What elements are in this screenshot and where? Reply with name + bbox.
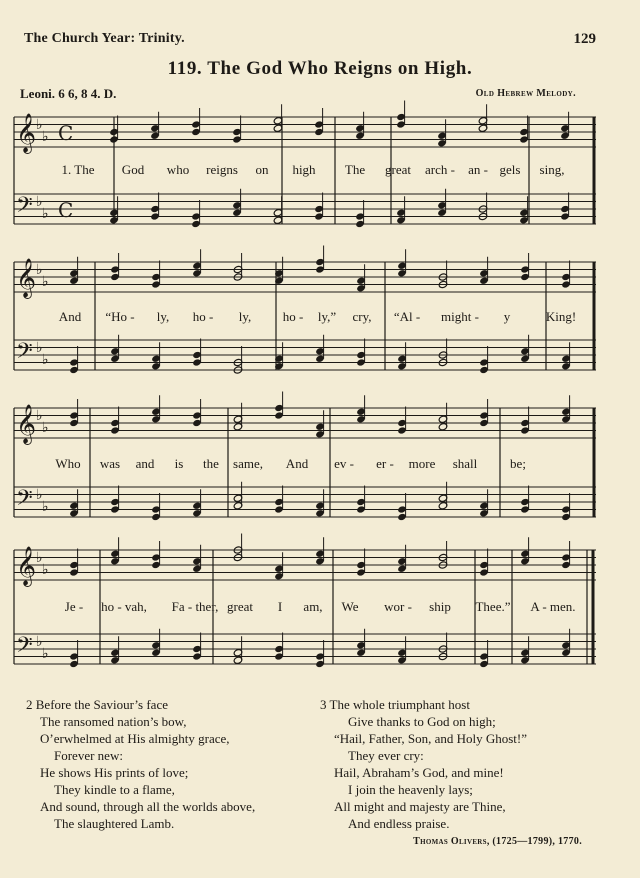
flat-icon: ♭ bbox=[42, 206, 49, 222]
lyric-syllable: great bbox=[227, 599, 253, 614]
lyric-syllable: an - bbox=[468, 162, 488, 177]
flat-icon: ♭ bbox=[42, 129, 49, 145]
lyric-syllable: reigns bbox=[206, 162, 238, 177]
page-number: 129 bbox=[573, 31, 596, 47]
lyric-syllable: ly, bbox=[238, 309, 252, 324]
flat-icon: ♭ bbox=[36, 550, 43, 566]
lyric-syllable: be; bbox=[510, 456, 526, 471]
flat-icon: ♭ bbox=[42, 499, 49, 515]
stanza-line: Give thanks to God on high; bbox=[348, 714, 496, 729]
lyrics-line-4 bbox=[0, 599, 640, 617]
lyric-syllable: Thee.” bbox=[475, 599, 511, 614]
lyric-syllable: great bbox=[385, 162, 411, 177]
stanza-line: They kindle to a flame, bbox=[54, 782, 175, 797]
stanza-3 bbox=[320, 696, 610, 832]
lyric-syllable: ho - vah, bbox=[101, 599, 147, 614]
stanza-line: O’erwhelmed at His almighty grace, bbox=[40, 731, 230, 746]
flat-icon: ♭ bbox=[36, 487, 43, 503]
stanza-line: They ever cry: bbox=[348, 748, 424, 763]
lyric-syllable: ly,” bbox=[317, 309, 337, 324]
lyric-syllable: shall bbox=[452, 456, 478, 471]
stanza-line: Forever new: bbox=[54, 748, 123, 763]
lyric-syllable: gels bbox=[499, 162, 521, 177]
lyric-syllable: y bbox=[503, 309, 511, 324]
lyric-syllable: Je - bbox=[64, 599, 84, 614]
lyric-syllable: am, bbox=[303, 599, 323, 614]
flat-icon: ♭ bbox=[36, 117, 43, 133]
lyric-syllable: on bbox=[255, 162, 269, 177]
lyric-syllable: A - men. bbox=[530, 599, 576, 614]
bass-clef-icon: 𝄢 bbox=[16, 633, 33, 663]
common-time-icon: C bbox=[58, 121, 74, 145]
flat-icon: ♭ bbox=[36, 634, 43, 650]
lyric-syllable: sing, bbox=[539, 162, 565, 177]
treble-clef-icon: 𝄞 bbox=[16, 546, 37, 586]
lyrics-line-1 bbox=[0, 162, 640, 180]
common-time-icon: C bbox=[58, 198, 74, 222]
stanza-line: All might and majesty are Thine, bbox=[334, 799, 506, 814]
stanza-number: 3 bbox=[320, 697, 327, 712]
tune-source: Old Hebrew Melody. bbox=[475, 88, 576, 99]
flat-icon: ♭ bbox=[36, 262, 43, 278]
lyric-syllable: ho - bbox=[282, 309, 304, 324]
treble-clef-icon: 𝄞 bbox=[16, 258, 37, 298]
lyric-syllable: ly, bbox=[156, 309, 170, 324]
lyric-syllable: 1. The bbox=[61, 162, 95, 177]
stanza-line: And endless praise. bbox=[348, 816, 450, 831]
lyric-syllable: the bbox=[203, 456, 219, 471]
stanza-line: 2 Before the Saviour’s face bbox=[26, 697, 168, 712]
lyric-syllable: And bbox=[285, 456, 309, 471]
stanza-line: “Hail, Father, Son, and Holy Ghost!” bbox=[334, 731, 528, 746]
flat-icon: ♭ bbox=[42, 646, 49, 662]
attribution: Thomas Olivers, (1725—1799), 1770. bbox=[413, 836, 582, 847]
lyric-syllable: high bbox=[292, 162, 316, 177]
lyric-syllable: Fa - ther, bbox=[171, 599, 219, 614]
lyric-syllable: er - bbox=[376, 456, 394, 471]
stanza-2 bbox=[26, 696, 316, 832]
stanza-line: Hail, Abraham’s God, and mine! bbox=[334, 765, 504, 780]
stanza-line: He shows His prints of love; bbox=[40, 765, 189, 780]
flat-icon: ♭ bbox=[36, 340, 43, 356]
lyric-syllable: “Ho - bbox=[105, 309, 135, 324]
bass-clef-icon: 𝄢 bbox=[16, 486, 33, 516]
flat-icon: ♭ bbox=[36, 408, 43, 424]
lyric-syllable: Who bbox=[55, 456, 81, 471]
lyric-syllable: and bbox=[135, 456, 155, 471]
lyric-syllable: was bbox=[99, 456, 121, 471]
lyric-syllable: ship bbox=[429, 599, 451, 614]
lyrics-line-3 bbox=[0, 456, 640, 474]
flat-icon: ♭ bbox=[42, 562, 49, 578]
stanza-line: And sound, through all the worlds above, bbox=[40, 799, 256, 814]
lyric-syllable: more bbox=[408, 456, 436, 471]
flat-icon: ♭ bbox=[36, 194, 43, 210]
flat-icon: ♭ bbox=[42, 352, 49, 368]
bass-clef-icon: 𝄢 bbox=[16, 193, 33, 223]
lyric-syllable: wor - bbox=[384, 599, 412, 614]
lyric-syllable: ev - bbox=[334, 456, 354, 471]
section-title: The Church Year: Trinity. bbox=[24, 31, 185, 46]
lyric-syllable: arch - bbox=[425, 162, 455, 177]
stanza-number: 2 bbox=[26, 697, 33, 712]
lyric-syllable: “Al - bbox=[393, 309, 421, 324]
lyric-syllable: might - bbox=[441, 309, 479, 324]
lyric-syllable: The bbox=[344, 162, 366, 177]
hymn-title: 119. The God Who Reigns on High. bbox=[167, 58, 473, 79]
lyric-syllable: We bbox=[341, 599, 359, 614]
tune-name-meter: Leoni. 6 6, 8 4. D. bbox=[20, 86, 117, 101]
flat-icon: ♭ bbox=[42, 420, 49, 436]
lyric-syllable: same, bbox=[233, 456, 263, 471]
lyric-syllable: King! bbox=[545, 309, 577, 324]
stanza-line: The slaughtered Lamb. bbox=[54, 816, 175, 831]
lyric-syllable: And bbox=[58, 309, 82, 324]
bass-clef-icon: 𝄢 bbox=[16, 339, 33, 369]
lyric-syllable: cry, bbox=[352, 309, 372, 324]
lyric-syllable: who bbox=[166, 162, 190, 177]
stanza-line: 3 The whole triumphant host bbox=[320, 697, 470, 712]
lyric-syllable: is bbox=[174, 456, 184, 471]
stanza-line: The ransomed nation’s bow, bbox=[40, 714, 187, 729]
flat-icon: ♭ bbox=[42, 274, 49, 290]
lyric-syllable: I bbox=[277, 599, 283, 614]
stanza-line: I join the heavenly lays; bbox=[348, 782, 473, 797]
lyrics-line-2 bbox=[0, 309, 640, 327]
treble-clef-icon: 𝄞 bbox=[16, 404, 37, 444]
lyric-syllable: ho - bbox=[192, 309, 214, 324]
treble-clef-icon: 𝄞 bbox=[16, 113, 37, 153]
lyric-syllable: God bbox=[121, 162, 145, 177]
